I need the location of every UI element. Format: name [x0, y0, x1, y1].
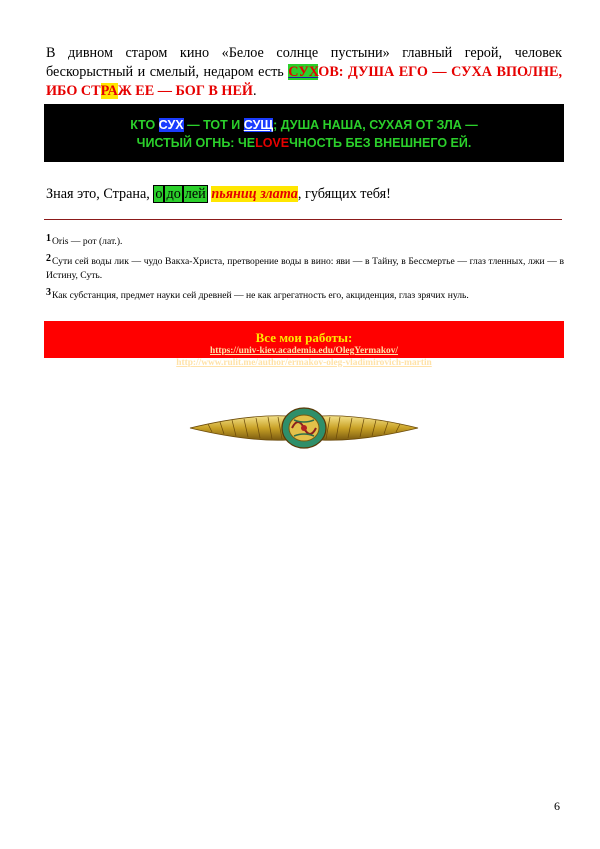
quote-love: LOVE — [255, 136, 290, 150]
intro-text: В дивном старом кино «Белое солнце пустыни» главный герой, человек бескорыстный и смелый, недаром есть — [46, 45, 562, 80]
footnote-number: 2 — [46, 253, 51, 264]
highlight-suh: СУХ — [288, 64, 319, 80]
quote-text: — ТОТ И — [183, 118, 244, 132]
boxed-do: до — [166, 186, 181, 202]
footnote-text: Сути сей воды лик — чудо Вакха-Христа, претворение воды в вино: яви — в Тайну, в Бессмертье — глаз тленных, лжи — в Истину, Суть. — [46, 256, 564, 281]
rulit-link[interactable]: http://www.rulit.me/author/ermakov-oleg-vladimirovich-martin — [176, 358, 432, 368]
para2-text: Зная это, Страна, — [46, 186, 154, 202]
quote-line-2 — [44, 134, 564, 152]
footnote-text: Oris — рот (лат.). — [52, 236, 123, 247]
boxed-o: о — [155, 186, 163, 202]
footnote-separator — [44, 219, 562, 220]
quote-text: ; ДУША НАША, СУХАЯ ОТ ЗЛА — — [273, 118, 478, 132]
highlight-gold-drunkards: пьяниц злата — [211, 186, 298, 202]
boxed-ley: лей — [184, 186, 206, 202]
second-paragraph — [46, 185, 566, 204]
red-text-2: Ж ЕЕ — БОГ В НЕЙ — [117, 83, 253, 99]
quote-box — [44, 104, 564, 162]
highlight-ra: РА — [100, 83, 118, 99]
red-text-1: ОВ: ДУША ЕГО — СУХА ВПОЛНЕ, ИБО СТ — [46, 64, 562, 99]
footnote-text: Как субстанция, предмет науки сей древней — не как агрегатность его, акциденция, глаз зрячих нуль. — [52, 290, 469, 301]
para2-text-end: , губящих тебя! — [297, 186, 391, 202]
footnote-number: 1 — [46, 233, 51, 244]
quote-text: ЧИСТЫЙ ОГНЬ: ЧЕ — [136, 136, 256, 150]
works-banner — [44, 321, 564, 368]
works-title: Все мои работы: — [255, 330, 353, 345]
academia-link[interactable]: https://univ-kiev.academia.edu/OlegYermakov/ — [209, 346, 399, 356]
footnote-2 — [46, 255, 564, 283]
intro-paragraph — [46, 44, 562, 101]
quote-line-1 — [44, 116, 564, 134]
quote-highlight-suh: СУХ — [158, 118, 184, 132]
quote-text: ЧНОСТЬ БЕЗ ВНЕШНЕГО ЕЙ. — [289, 136, 472, 150]
period: . — [252, 83, 257, 99]
footnote-1 — [46, 235, 564, 249]
footnote-number: 3 — [46, 287, 51, 298]
quote-text: КТО — [130, 118, 159, 132]
page-number: 6 — [554, 799, 560, 813]
footnote-3 — [46, 289, 564, 303]
decorative-ornament — [188, 402, 420, 452]
quote-highlight-sushch: СУЩ — [243, 118, 274, 132]
